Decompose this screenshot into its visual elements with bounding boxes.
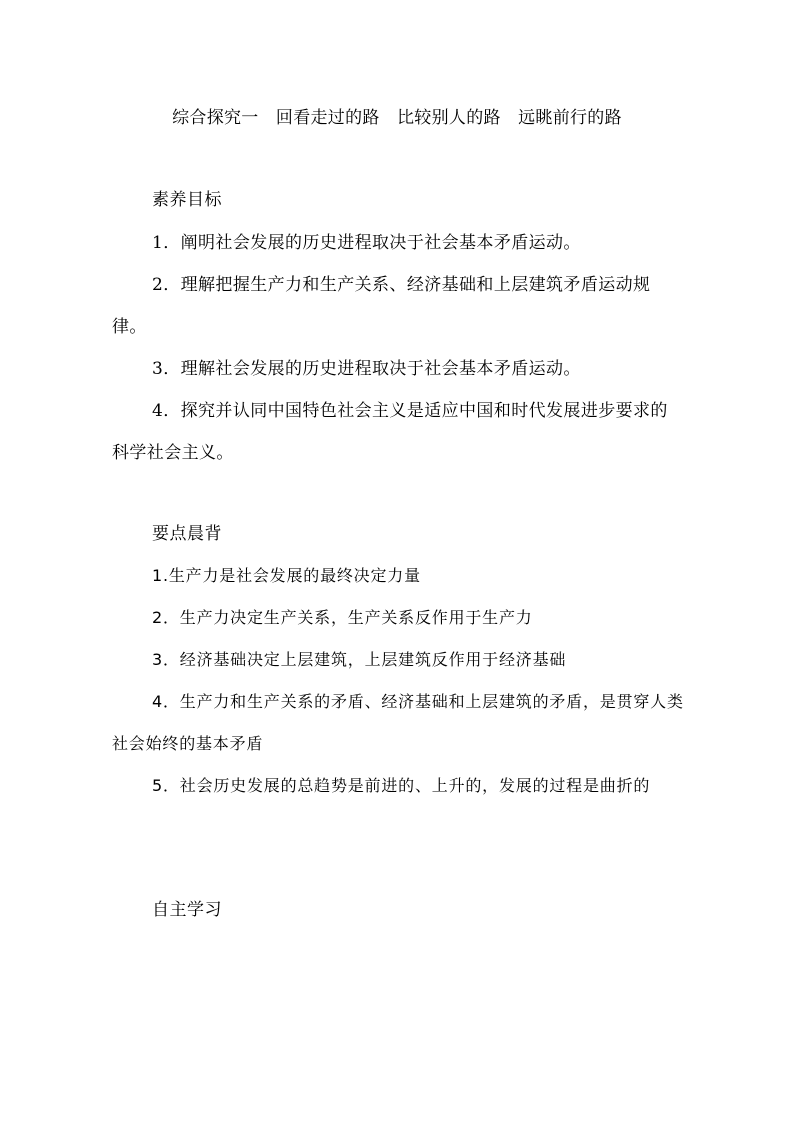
key-point-item-3: 3．经济基础决定上层建筑，上层建筑反作用于经济基础 <box>152 650 567 669</box>
section-heading-key-points: 要点晨背 <box>152 524 222 544</box>
key-point-item-5: 5．社会历史发展的总趋势是前进的、上升的，发展的过程是曲折的 <box>152 776 651 795</box>
document-title: 综合探究一 回看走过的路 比较别人的路 远眺前行的路 <box>172 108 622 128</box>
literacy-goal-item-3: 3．理解社会发展的历史进程取决于社会基本矛盾运动。 <box>152 359 581 379</box>
key-point-item-2: 2．生产力决定生产关系，生产关系反作用于生产力 <box>152 608 533 627</box>
key-point-item-4: 4．生产力和生产关系的矛盾、经济基础和上层建筑的矛盾，是贯穿人类社会始终的基本矛盾 <box>112 692 684 753</box>
literacy-goal-item-4: 4．探究并认同中国特色社会主义是适应中国和时代发展进步要求的科学社会主义。 <box>112 401 668 463</box>
literacy-goal-item-2: 2．理解把握生产力和生产关系、经济基础和上层建筑矛盾运动规律。 <box>112 275 651 337</box>
section-heading-self-study: 自主学习 <box>152 900 222 920</box>
key-point-item-1: 1.生产力是社会发展的最终决定力量 <box>152 566 421 585</box>
literacy-goal-item-1: 1．阐明社会发展的历史进程取决于社会基本矛盾运动。 <box>152 233 581 253</box>
section-heading-literacy-goals: 素养目标 <box>152 190 222 210</box>
